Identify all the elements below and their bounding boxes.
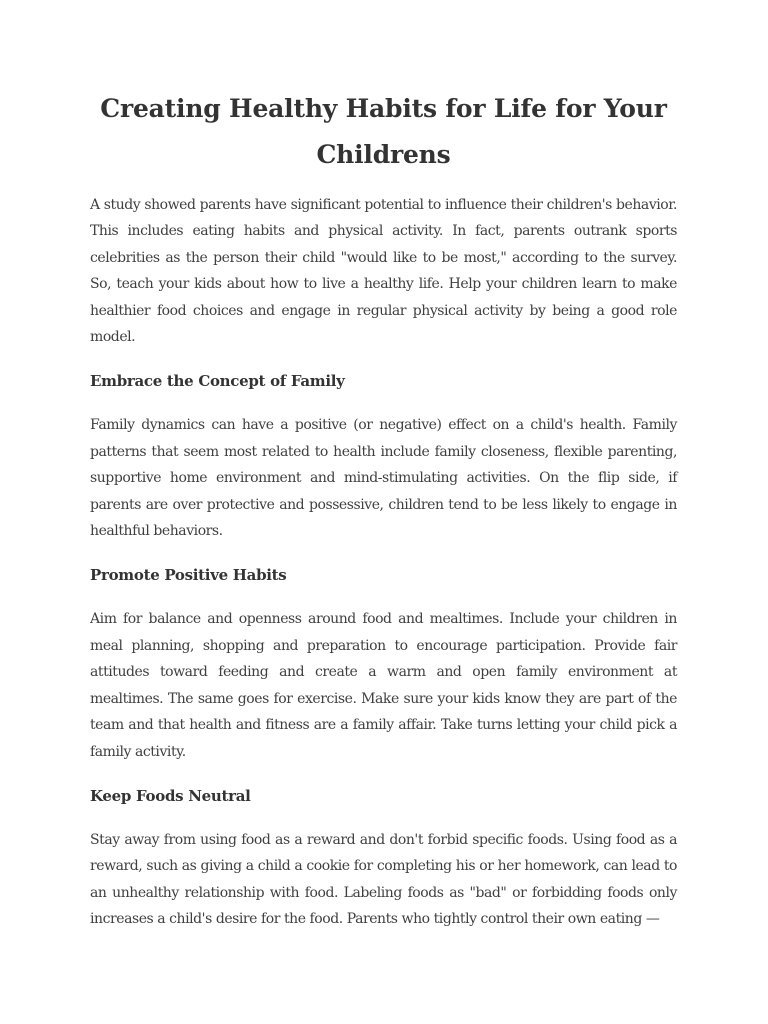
document-page	[90, 86, 677, 951]
section-heading-family: Embrace the Concept of Family	[90, 372, 345, 391]
intro-paragraph: A study showed parents have significant potential to influence their children's behavior. This includes eating habits and physical activity. In fact, parents outrank sports celebrities as the person their child "would like to be most," according to the survey. So, teach your kids about how to live a healthy life. Help your children learn to make healthier food choices and engage in regular physical activity by being a good role model.	[90, 197, 677, 346]
page-title: Creating Healthy Habits for Life for Your Childrens	[100, 94, 667, 169]
section-body-positive-habits: Aim for balance and openness around food and mealtimes. Include your children in meal planning, shopping and preparation to encourage participation. Provide fair attitudes toward feeding and create a warm and open family environment at mealtimes. The same goes for exercise. Make sure your kids know they are part of the team and that health and fitness are a family affair. Take turns letting your child pick a family activity.	[90, 611, 677, 760]
section-body-foods-neutral: Stay away from using food as a reward and don't forbid specific foods. Using food as a reward, such as giving a child a cookie for completing his or her homework, can lead to an unhealthy relationship with food. Labeling foods as "bad" or forbidding foods only increases a child's desire for the food. Parents who tightly control their own eating —	[90, 831, 677, 928]
section-heading-positive-habits: Promote Positive Habits	[90, 566, 287, 585]
section-heading-foods-neutral: Keep Foods Neutral	[90, 786, 251, 805]
section-body-family: Family dynamics can have a positive (or negative) effect on a child's health. Family patterns that seem most related to health include family closeness, flexible parenting, supportive home environment and mind-stimulating activities. On the flip side, if parents are over protective and possessive, children tend to be less likely to engage in healthful behaviors.	[90, 417, 677, 540]
